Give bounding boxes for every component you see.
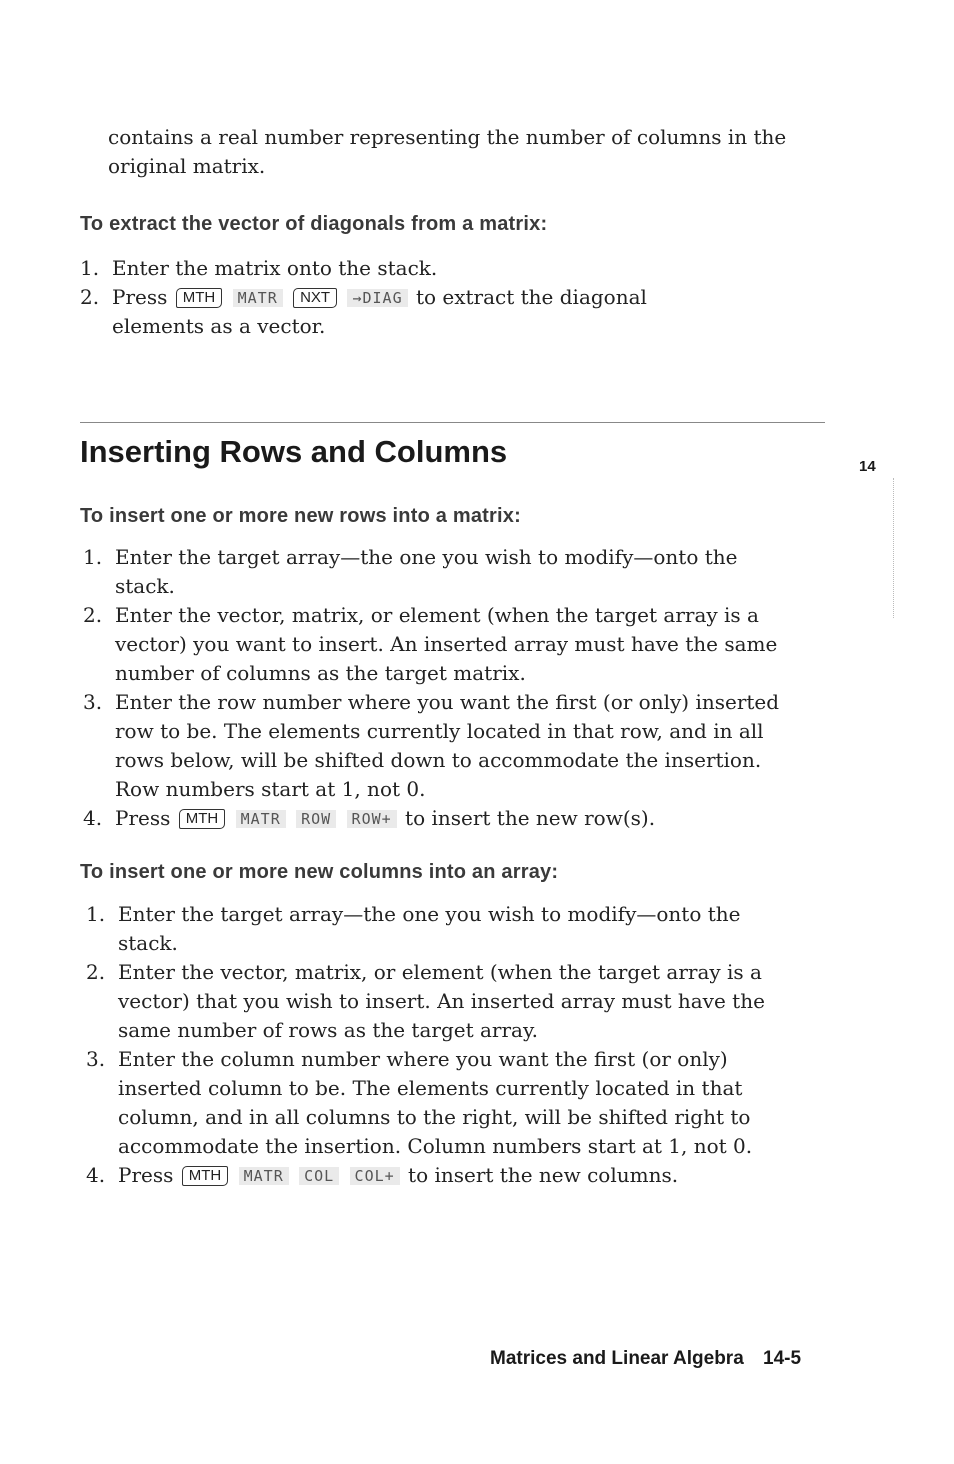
step-number: 3. [86,1047,106,1071]
list-item [83,804,823,833]
diag-menu-key[interactable]: →DIAG [347,289,407,307]
step-text: column, and in all columns to the right, will be shifted right to [118,1105,751,1129]
cols-steps [86,900,826,1190]
mth-key[interactable]: MTH [176,288,223,308]
step-text: to extract the diagonal [415,285,647,309]
chapter-tab-rule [893,478,894,618]
step-text: Enter the target array—the one you wish to modify—onto the [118,902,741,926]
diag-heading: To extract the vector of diagonals from a matrix: [80,213,548,235]
step-text: Enter the matrix onto the stack. [112,256,438,280]
list-item [86,958,826,1045]
step-text: vector) you want to insert. An inserted array must have the same [115,632,778,656]
step-text: stack. [115,574,175,598]
step-text: rows below, will be shifted down to accommodate the insertion. [115,748,762,772]
footer-chapter-title: Matrices and Linear Algebra [490,1348,744,1369]
footer-page-number: 14-5 [763,1348,802,1369]
list-item [83,688,823,804]
step-number: 1. [83,545,103,569]
step-text: Press [115,806,171,830]
list-item [83,601,823,688]
step-text: Row numbers start at 1, not 0. [115,777,426,801]
rows-steps [83,543,823,833]
step-text: Enter the target array—the one you wish to modify—onto the [115,545,738,569]
step-number: 2. [83,603,103,627]
intro-line: contains a real number representing the number of columns in the [108,125,787,149]
row-menu-key[interactable]: ROW [296,810,336,828]
mth-key[interactable]: MTH [182,1166,229,1186]
chapter-tab: 14 [859,458,876,475]
step-number: 2. [86,960,106,984]
step-text: stack. [118,931,178,955]
col-plus-menu-key[interactable]: COL+ [350,1167,400,1185]
step-number: 3. [83,690,103,714]
row-plus-menu-key[interactable]: ROW+ [347,810,397,828]
list-item [86,1045,826,1161]
step-text: Enter the row number where you want the first (or only) inserted [115,690,780,714]
mth-key[interactable]: MTH [179,809,226,829]
step-number: 4. [83,806,103,830]
section-title: Inserting Rows and Columns [80,434,508,469]
intro-line: original matrix. [108,154,266,178]
nxt-key[interactable]: NXT [293,288,337,308]
matr-menu-key[interactable]: MATR [239,1167,289,1185]
step-text: to insert the new columns. [408,1163,679,1187]
step-text: elements as a vector. [112,314,326,338]
diag-steps [80,254,820,341]
col-menu-key[interactable]: COL [299,1167,339,1185]
step-number: 1. [86,902,106,926]
list-item [80,283,820,341]
step-text: accommodate the insertion. Column numbers start at 1, not 0. [118,1134,753,1158]
step-text: number of columns as the target matrix. [115,661,526,685]
matr-menu-key[interactable]: MATR [236,810,286,828]
intro-paragraph [108,123,786,181]
step-text: vector) that you wish to insert. An inserted array must have the [118,989,765,1013]
step-text: inserted column to be. The elements currently located in that [118,1076,743,1100]
step-text: Enter the column number where you want the first (or only) [118,1047,728,1071]
step-number: 4. [86,1163,106,1187]
step-number: 1. [80,256,100,280]
step-text: Enter the vector, matrix, or element (when the target array is a [118,960,762,984]
page-footer [490,1348,801,1370]
step-text: same number of rows as the target array. [118,1018,538,1042]
step-text: Press [112,285,168,309]
step-text: Enter the vector, matrix, or element (when the target array is a [115,603,759,627]
step-text: row to be. The elements currently located in that row, and in all [115,719,764,743]
section-divider [80,422,825,423]
cols-heading: To insert one or more new columns into an array: [80,861,559,883]
matr-menu-key[interactable]: MATR [233,289,283,307]
list-item [80,254,820,283]
list-item [86,1161,826,1190]
step-text: Press [118,1163,174,1187]
list-item [83,543,823,601]
list-item [86,900,826,958]
step-number: 2. [80,285,100,309]
step-text: to insert the new row(s). [405,806,656,830]
rows-heading: To insert one or more new rows into a matrix: [80,505,521,527]
